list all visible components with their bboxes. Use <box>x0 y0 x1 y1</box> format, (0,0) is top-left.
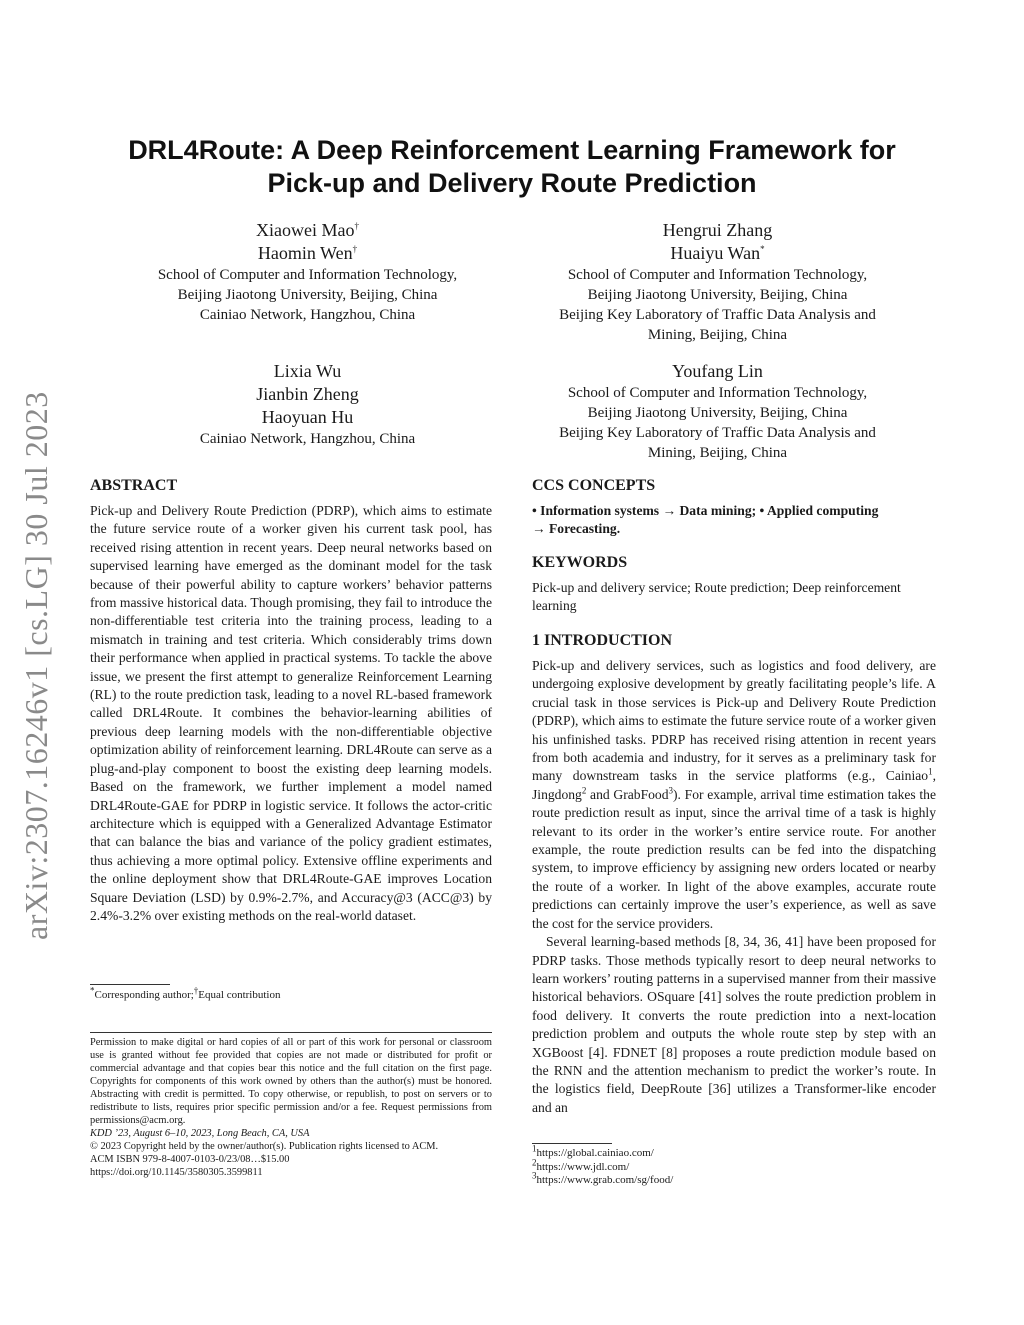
arxiv-identifier-stamp: arXiv:2307.16246v1 [cs.LG] 30 Jul 2023 <box>18 391 54 940</box>
abstract-section <box>90 476 492 925</box>
author-affiliation: Beijing Jiaotong University, Beijing, China <box>177 287 438 303</box>
author-name: Xiaowei Mao† <box>256 220 359 240</box>
author-affiliation: Beijing Key Laboratory of Traffic Data Analysis and <box>559 425 876 441</box>
permission-text: Permission to make digital or hard copies of all or part of this work for personal or classroom use is granted without fee provided that copies are not made or distributed for profit or commercial advantage and that copies bear this notice and the full citation on the first page. Copyrights for components of this work owned by others than the author(s) must be honored. Abstracting with credit is permitted. To copy otherwise, or republish, to post on servers or to redistribute to lists, requires prior specific permission and/or a fee. Request permissions from permissions@acm.org. <box>90 1037 492 1126</box>
paper-title <box>100 134 924 200</box>
copyright-line: © 2023 Copyright held by the owner/author(s). Publication rights licensed to ACM. <box>90 1141 439 1152</box>
author-name: Huaiyu Wan* <box>670 243 765 263</box>
footnote-1[interactable]: $^1$https://global.cainiao.com/ <box>532 1143 654 1159</box>
author-block-3 <box>110 360 505 449</box>
isbn-line: ACM ISBN 979-8-4007-0103-0/23/08…$15.00 <box>90 1154 290 1165</box>
author-affiliation: Cainiao Network, Hangzhou, China <box>199 431 416 447</box>
author-affiliation: School of Computer and Information Technology, <box>157 267 458 283</box>
footnote-2[interactable]: $^2$https://www.jdl.com/ <box>532 1156 630 1173</box>
conference-info: KDD ’23, August 6–10, 2023, Long Beach, CA, USA <box>90 1128 310 1139</box>
url-footnotes <box>532 1143 674 1188</box>
keywords-text: Pick-up and delivery service; Route prediction; Deep reinforcement learning <box>532 580 901 614</box>
title-line-2: Pick-up and Delivery Route Prediction <box>267 168 757 198</box>
author-affiliation: School of Computer and Information Technology, <box>567 267 868 283</box>
ccs-line-1: • Information systems → Data mining; • Applied computing <box>532 503 879 518</box>
footnote-divider <box>90 984 170 985</box>
author-block-4 <box>520 360 915 463</box>
author-affiliation: Cainiao Network, Hangzhou, China <box>199 307 416 323</box>
introduction-heading: 1 INTRODUCTION <box>532 632 673 649</box>
intro-paragraph-1: Pick-up and delivery services, such as logistics and food delivery, are undergoing explosive development by greatly facilitating people’s life. A crucial task in those services is Pick-up and Delivery Route Prediction (PDRP), which aims to estimate the future service route of a worker given his unfinished tasks. PDRP has received rising attention in recent years from both academia and industry, for it serves as a preliminary task for many downstream tasks in the service platforms (e.g., Cainiao$^1$, Jingdong$^2$ and GrabFood$^3$). For example, arrival time estimation takes the route prediction result as input, since the arrival time of a task is highly relevant to its order in the worker’s entire service route. For another example, the route prediction results can be fed into the dispatching system, to improve efficiency by assigning new orders located or nearby the route of a worker. In light of the above examples, accurate route predictions can certainly improve the user’s experience, as well as save the cost for the service providers. <box>532 658 937 931</box>
permission-notice <box>90 1036 492 1179</box>
abstract-text: Pick-up and Delivery Route Prediction (PDRP), which aims to estimate the future service route of a worker given his current task pool, has received rising attention in recent years. Deep neural networks based on supervised learning have emerged as the dominant model for the task because of their powerful ability to capture workers’ behavior patterns from massive historical data. Though promising, they fail to introduce the non-differentiable test criteria into the training process, leading to a mismatch in training and test criteria. Which considerably trims down their performance when applied in practical systems. To tackle the above issue, we present the first attempt to generalize Reinforcement Learning (RL) to the route prediction task, leading to a novel RL-based framework called DRL4Route. It combines the behavior-learning abilities of previous deep learning models with the non-differentiable objective optimization ability of reinforcement learning. DRL4Route can serve as a plug-and-play component to boost the existing deep learning models. Based on the framework, we further implement a model named DRL4Route-GAE for PDRP in logistic service. It follows the actor-critic architecture which is equipped with a Generalized Advantage Estimator that can balance the bias and variance of the policy gradient estimates, thus achieving a more optimal policy. Extensive offline experiments and the online deployment show that DRL4Route-GAE improves Location Square Deviation (LSD) by 0.9%-2.7%, and Accuracy@3 (ACC@3) by 2.4%-3.2% over existing methods on the real-world dataset. <box>90 503 492 923</box>
footnote-3[interactable]: $^3$https://www.grab.com/sg/food/ <box>532 1170 674 1187</box>
author-affiliation: Mining, Beijing, China <box>647 327 788 343</box>
footnote-divider-right <box>532 1143 612 1144</box>
author-block-2 <box>520 219 915 345</box>
author-affiliation: Beijing Jiaotong University, Beijing, China <box>587 287 848 303</box>
author-affiliation: Beijing Jiaotong University, Beijing, China <box>587 405 848 421</box>
permission-divider <box>90 1032 492 1033</box>
doi-link[interactable]: https://doi.org/10.1145/3580305.3599811 <box>90 1167 263 1178</box>
keywords-heading: KEYWORDS <box>532 554 628 571</box>
corresponding-author-footnote: *Corresponding author;†Equal contribution <box>90 985 281 1001</box>
ccs-line-2: → Forecasting. <box>532 521 621 537</box>
introduction-section <box>532 631 936 1117</box>
ccs-heading: CCS CONCEPTS <box>532 477 656 494</box>
author-name: Haoyuan Hu <box>261 407 354 427</box>
author-name: Hengrui Zhang <box>662 220 773 240</box>
ccs-concepts-section <box>532 476 936 539</box>
intro-paragraph-2: Several learning-based methods [8, 34, 36, 41] have been proposed for PDRP tasks. Those methods typically resort to deep neural networks to learn workers’ routing patterns in a supervised manner from their massive historical behaviors. OSquare [41] solves the route prediction problem in food delivery. It converts the route prediction into a next-location prediction problem and outputs the whole route step by step with an XGBoost [4]. FDNET [8] proposes a route prediction module based on the RNN and the attention mechanism to predict the worker’s route. In the logistics field, DeepRoute [36] utilizes a Transformer-like encoder and an <box>532 934 936 1115</box>
abstract-heading: ABSTRACT <box>90 477 178 494</box>
author-name: Youfang Lin <box>672 361 763 381</box>
author-affiliation: Mining, Beijing, China <box>647 445 788 461</box>
author-affiliation: School of Computer and Information Technology, <box>567 385 868 401</box>
title-line-1: DRL4Route: A Deep Reinforcement Learning Framework for <box>128 135 896 165</box>
keywords-section <box>532 553 936 616</box>
author-name: Haomin Wen† <box>257 243 358 263</box>
author-affiliation: Beijing Key Laboratory of Traffic Data Analysis and <box>559 307 876 323</box>
author-name: Lixia Wu <box>273 361 342 381</box>
author-block-1 <box>110 219 505 325</box>
author-name: Jianbin Zheng <box>256 384 359 404</box>
